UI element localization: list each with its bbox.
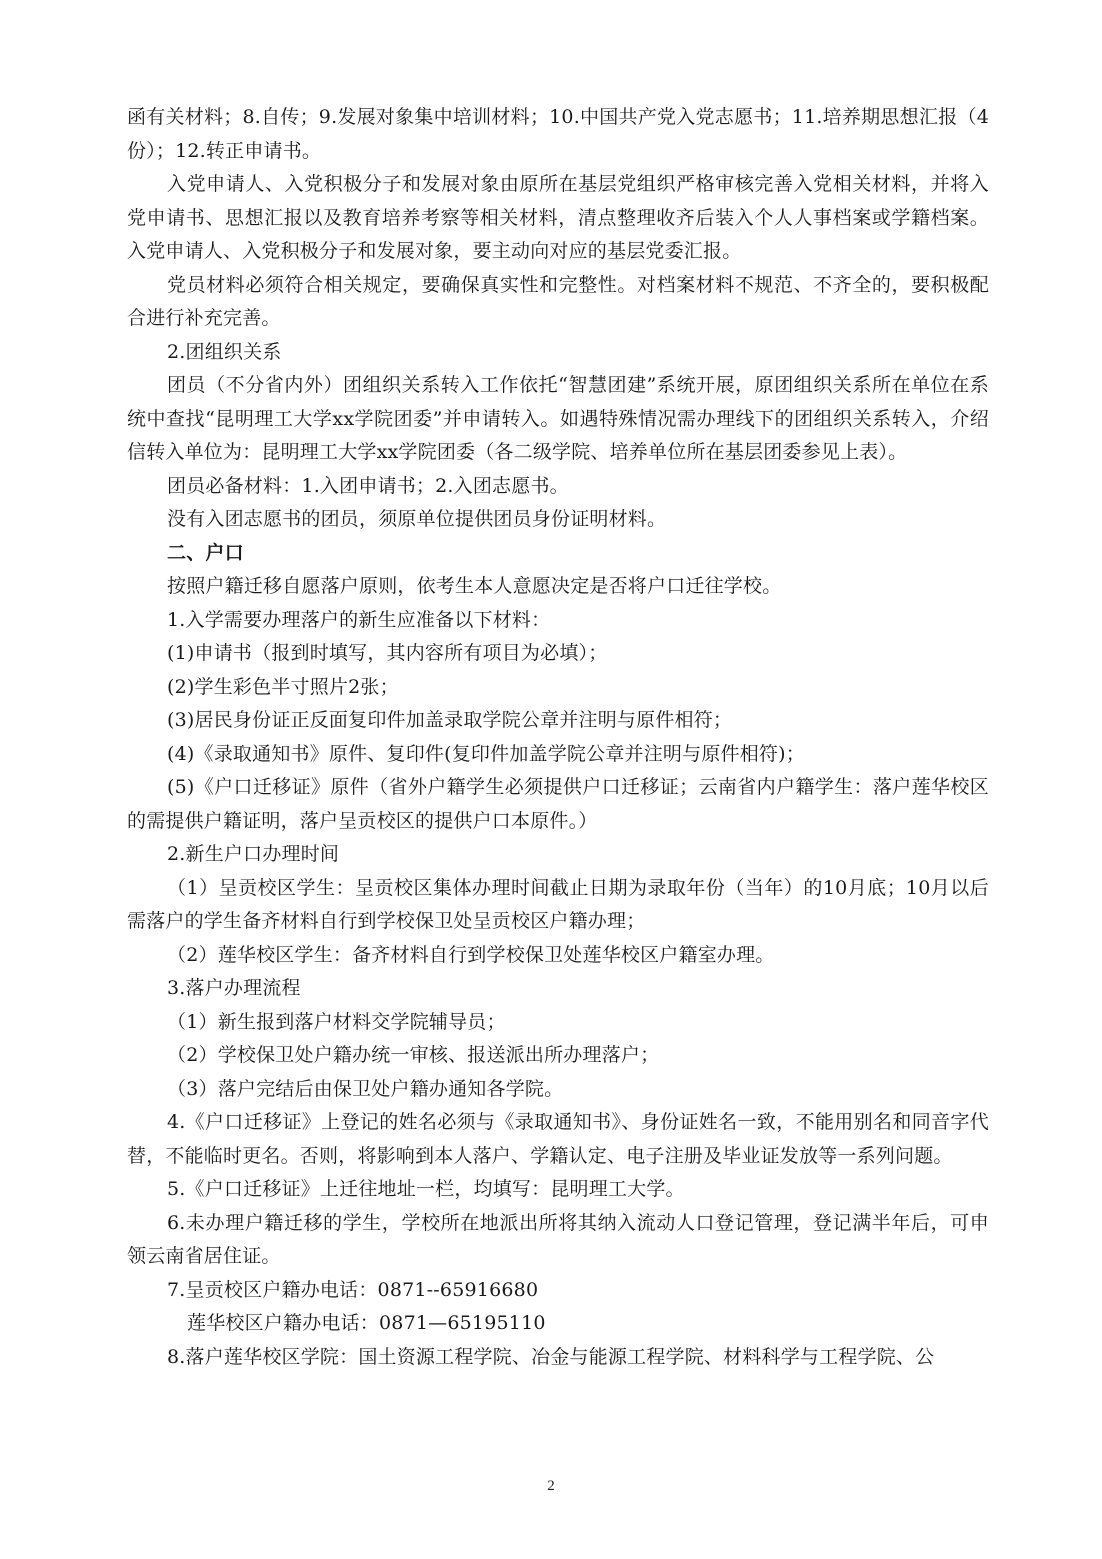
paragraph-household-principle: 按照户籍迁移自愿落户原则，依考生本人意愿决定是否将户口迁往学校。 xyxy=(167,575,782,597)
paragraph-floating-population: 6.未办理户籍迁移的学生，学校所在地派出所将其纳入流动人口登记管理，登记满半年后，可申领云南省居住证。 xyxy=(127,1211,989,1267)
section-heading-household: 二、户口 xyxy=(167,541,244,564)
paragraph-lianhua-phone: 莲华校区户籍办电话：0871—65195110 xyxy=(187,1312,546,1334)
paragraph-league-transfer: 团员（不分省内外）团组织关系转入工作依托“智慧团建”系统开展，原团组织关系所在单位在系统中查找“昆明理工大学xx学院团委”并申请转入。如遇特殊情况需办理线下的团组织关系转入，介绍信转入单位为：昆明理工大学xx学院团委（各二级学院、培养单位所在基层团委参见上表）。 xyxy=(127,374,989,463)
paragraph-chenggong-phone: 7.呈贡校区户籍办电话：0871--65916680 xyxy=(167,1278,539,1301)
paragraph-materials-list-continued: 函有关材料；8.自传；9.发展对象集中培训材料；10.中国共产党入党志愿书；11.培养期思想汇报（4份）；12.转正申请书。 xyxy=(127,106,989,162)
paragraph-party-materials-requirements: 党员材料必须符合相关规定，要确保真实性和完整性。对档案材料不规范、不齐全的，要积极配合进行补充完善。 xyxy=(127,273,989,329)
paragraph-league-required-materials: 团员必备材料：1.入团申请书；2.入团志愿书。 xyxy=(167,474,569,497)
page-number: 2 xyxy=(547,1478,555,1494)
subheading-household-process: 3.落户办理流程 xyxy=(167,977,301,999)
list-item-application-form: (1)申请书（报到时填写，其内容所有项目为必填）； xyxy=(167,642,608,664)
list-item-id-copy: (3)居民身份证正反面复印件加盖录取学院公章并注明与原件相符； xyxy=(167,709,733,731)
document-body xyxy=(127,101,989,1374)
paragraph-league-no-application: 没有入团志愿书的团员，须原单位提供团员身份证明材料。 xyxy=(167,508,667,530)
list-item-chenggong-campus: （1）呈贡校区学生：呈贡校区集体办理时间截止日期为录取年份（当年）的10月底；10月以后需落户的学生备齐材料自行到学校保卫处呈贡校区户籍办理； xyxy=(127,876,989,932)
subheading-household-time: 2.新生户口办理时间 xyxy=(167,843,340,865)
list-item-lianhua-campus: （2）莲华校区学生：备齐材料自行到学校保卫处莲华校区户籍室办理。 xyxy=(167,943,775,966)
paragraph-destination-address: 5.《户口迁移证》上迁往地址一栏，均填写：昆明理工大学。 xyxy=(167,1178,685,1200)
list-item-process-step-3: （3）落户完结后由保卫处户籍办通知各学院。 xyxy=(167,1077,564,1100)
paragraph-name-consistency: 4.《户口迁移证》上登记的姓名必须与《录取通知书》、身份证姓名一致，不能用别名和同音字代替，不能临时更名。否则，将影响到本人落户、学籍认定、电子注册及毕业证发放等一系列问题。 xyxy=(127,1111,989,1167)
paragraph-party-materials-review: 入党申请人、入党积极分子和发展对象由原所在基层党组织严格审核完善入党相关材料，并将入党申请书、思想汇报以及教育培养考察等相关材料，清点整理收齐后装入个人人事档案或学籍档案。入党申请人、入党积极分子和发展对象，要主动向对应的基层党委汇报。 xyxy=(127,173,989,262)
list-item-process-step-2: （2）学校保卫处户籍办统一审核、报送派出所办理落户； xyxy=(167,1044,660,1066)
subheading-league-relations: 2.团组织关系 xyxy=(167,340,282,363)
list-item-migration-certificate: (5)《户口迁移证》原件（省外户籍学生必须提供户口迁移证；云南省内户籍学生：落户莲华校区的需提供户籍证明，落户呈贡校区的提供户口本原件。） xyxy=(127,776,989,832)
list-item-admission-notice: (4)《录取通知书》原件、复印件(复印件加盖学院公章并注明与原件相符)； xyxy=(167,742,805,765)
paragraph-lianhua-colleges: 8.落户莲华校区学院：国土资源工程学院、冶金与能源工程学院、材料科学与工程学院、公 xyxy=(167,1345,935,1368)
list-item-photos: (2)学生彩色半寸照片2张； xyxy=(167,675,399,698)
list-item-process-step-1: （1）新生报到落户材料交学院辅导员； xyxy=(167,1010,506,1033)
subheading-household-materials: 1.入学需要办理落户的新生应准备以下材料： xyxy=(167,608,551,631)
